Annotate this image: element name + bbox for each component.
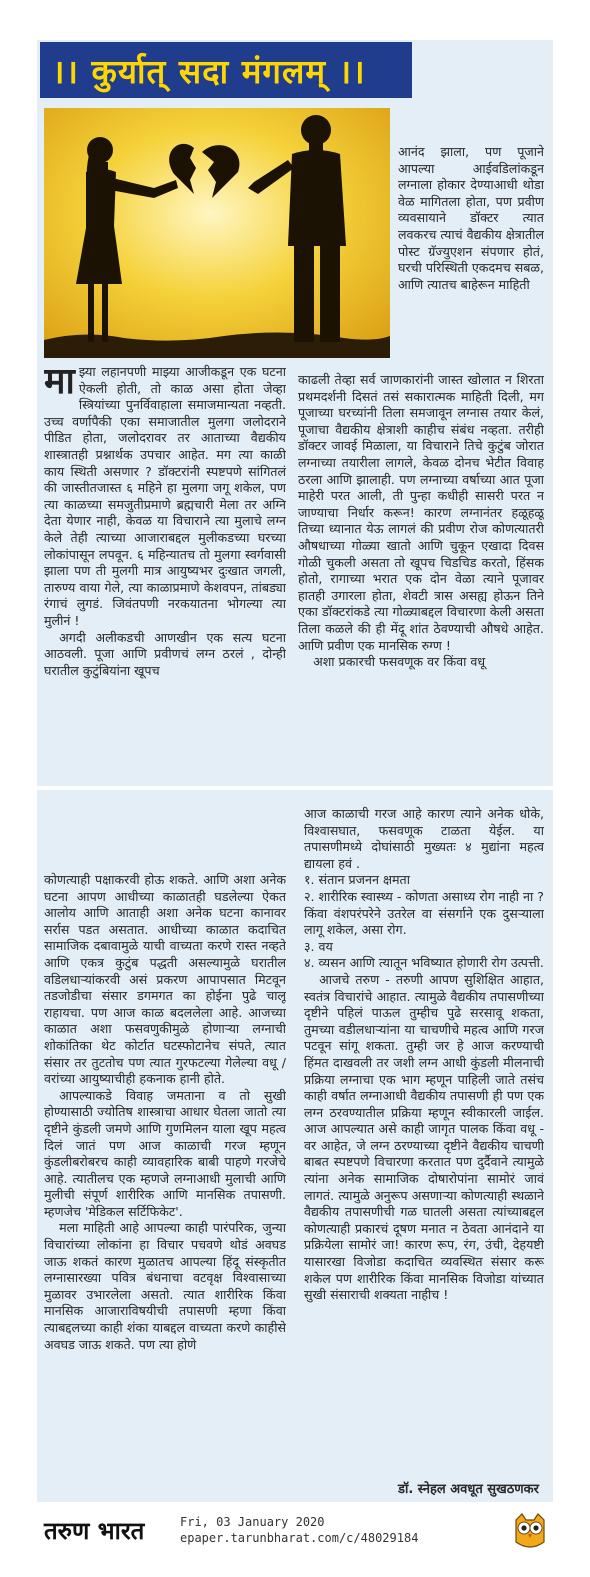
owl-icon [512, 1512, 548, 1550]
footer-info [180, 1514, 418, 1546]
couple-silhouette-illustration [44, 108, 390, 358]
article-paragraph: कोणत्याही पक्षाकरवी होऊ शकते. आणि अशा अनेक घटना आपण आधीच्या काळातही घडलेल्या ऐकत आलोय आणि आताही अशा अनेक घटना कानावर सर्रास पडत असतात. आधीच्या काळात कदाचित सामाजिक दबावामुळे याची वाच्यता करणे रास्त नव्हते आणि एकत्र कुटुंब पद्धती असल्यामुळे घरातील वडिलधाऱ्यांकरवी असं प्रकरण आपापसात मिटवून तडजोडीचा संसार डगमगत का होईना पुढे चालू राहायचा. पण आज काळ बदललेला आहे. आजच्या काळात अशा फसवणुकीमुळे होणाऱ्या लग्नाची शोकांतिका थेट कोर्टात घटस्फोटानेच संपते, त्यात संसार तर तुटतोच पण त्यात गुरफटल्या गेलेल्या वधू /वरांच्या आयुष्याचीही हकनाक हानी होते. [44, 872, 286, 1087]
article-column-right-bottom [304, 806, 544, 1476]
publication-date: Fri, 03 January 2020 [180, 1515, 325, 1529]
article-title: ।। कुर्यात् सदा मंगलम् ।। [40, 42, 412, 98]
article-paragraph: मला माहिती आहे आपल्या काही पारंपरिक, जुन्या विचारांच्या लोकांना हा विचार पचवणे थोडं अवघड जाऊ शकतं कारण मुळातच आपल्या हिंदू संस्कृतीत लग्नासारख्या पवित्र बंधनाचा वटवृक्ष विश्वासाच्या मुळावर उभारलेला असतो. त्यात शारीरिक किंवा मानसिक आजाराविषयीची तपासणी म्हणा किंवा त्याबद्दलच्या काही शंका याबद्दल वाच्यता करणे काहीसे अवघड जाऊ शकते. पण त्या होणे [44, 1220, 286, 1352]
article-paragraph: आनंद झाला, पण पूजाने आपल्या आईवडिलांकडून लग्नाला होकार देण्याआधी थोडा वेळ मागितला होता, पण प्रवीण व्यवसायाने डॉक्टर त्यात लवकरच त्याचं वैद्यकीय क्षेत्रातील पोस्ट ग्रॅज्युएशन संपणार होतं, घरची परिस्थिती एकदमच सबळ, आणि त्यातच बाहेरून माहिती [398, 144, 544, 292]
article-paragraph: आज काळाची गरज आहे कारण त्याने अनेक धोके, विश्वासघात, फसवणूक टाळता येईल. या तपासणीमध्ये दोघांसाठी मुख्यतः ४ मुद्यांना महत्व द्यायला हवं . [304, 806, 544, 871]
article-paragraph: आजचे तरुण - तरुणी आपण सुशिक्षित आहात, स्वतंत्र विचारांचे आहात. त्यामुळे वैद्यकीय तपासणीच्या दृष्टीने पहिलं पाऊल तुम्हीच पुढे सरसावू शकता, तुमच्या वडीलधाऱ्यांना या चाचणीचे महत्व आणि गरज पटवून सांगू शकता. तुम्ही जर हे आज करण्याची हिंमत दाखवली तर जशी लग्न आधी कुंडली मीलनाची प्रक्रिया लग्नाचा एक भाग म्हणून पाहिली जाते तसंच काही वर्षात लग्नाआधी वैद्यकीय तपासणी ही पण एक लग्न ठरवण्यातील प्रक्रिया म्हणून स्वीकारली जाईल. आज आपल्यात असे काही जागृत पालक किंवा वधू - वर आहेत, जे लग्न ठरण्याच्या दृष्टीने वैद्यकीय चाचणी बाबत स्पष्टपणे विचारणा करतात पण दुर्दैवाने त्यामुळे त्यांना अनेक सामाजिक दोषारोपांना सामोरं जावं लागतं. त्यामुळे अनुरूप असणाऱ्या कोणत्याही स्थळाने वैद्यकीय तपासणीची गळ घातली असता त्यांच्याबद्दल कोणत्याही प्रकारचं दूषण मनात न ठेवता आनंदाने या प्रक्रियेला सामोरं जा! कारण रूप, रंग, उंची, देहयष्टी यासारखा विजोडा कदाचित व्यवस्थित संसार करू शकेल पण शारीरिक किंवा मानसिक विजोडा यांच्यात सुखी संसाराची शक्यता नाहीच ! [304, 971, 544, 1303]
article-photo [44, 108, 390, 358]
article-column-left-top [44, 364, 286, 768]
article-paragraph: काढली तेव्हा सर्व जाणकारांनी जास्त खोलात न शिरता प्रथमदर्शनी दिसतं तसं सकारात्मक माहिती दिली, मग पूजाच्या घरच्यांनी तिला समजावून लग्नास तयार केलं, पूजाचा वैद्यकीय क्षेत्राशी काहीच संबंध नव्हता. तरीही डॉक्टर जावई मिळाला, या विचाराने तिचे कुटुंब जोरात लग्नाच्या तयारीला लागले, केवळ दोनच भेटीत विवाह ठरला आणि झालाही. पण लग्नाच्या वर्षाच्या आत पूजा माहेरी परत आली, ती पुन्हा कधीही सासरी परत न जाण्याचा निर्धार करून! कारण लग्नानंतर हळूहळू तिच्या ध्यानात येऊ लागलं की प्रवीण रोज कोणत्यातरी औषधाच्या गोळ्या खातो आणि चुकून एखादा दिवस गोळी चुकली असता तो खूपच चिडचिड करतो, हिंसक होतो, रागाच्या भरात एक दोन वेळा त्याने पूजावर हातही उगारला होता, शेवटी त्रास असह्य होऊन तिने एका डॉक्टरांकडे त्या गोळ्याबद्दल विचारणा केली असता तिला कळले की ही मेंदू शांत ठेवण्याची औषधे आहेत. आणि प्रवीण एक मानसिक रुग्ण ! [298, 372, 544, 653]
article-column-right-narrow [398, 144, 544, 370]
newspaper-logo: तरुण भारत [44, 1517, 145, 1545]
article-column-left-bottom [44, 872, 286, 1484]
article-paragraph: अशा प्रकारची फसवणूक वर किंवा वधू [313, 654, 486, 670]
article-column-right-top [298, 372, 544, 772]
epaper-url[interactable]: epaper.tarunbharat.com/c/48029184 [180, 1531, 419, 1545]
dropcap: मा [44, 364, 75, 402]
list-item: २. शारीरिक स्वास्थ्य - कोणता असाध्य रोग नाही ना ? किंवा वंशपरंपरेने उतरेल वा संसर्गाने एक दुसऱ्याला लागू शकेल, असा रोग. [304, 888, 544, 938]
article-paragraph: अगदी अलीकडची आणखीन एक सत्य घटना आठवली. पूजा आणि प्रवीणचं लग्न ठरलं , दोन्ही घरातील कुटुंबियांना खूपच [44, 629, 286, 678]
author-signature: डॉ. स्नेहल अवधूत सुखठणकर [398, 1482, 539, 1497]
list-item: १. संतान प्रजनन क्षमता [304, 872, 410, 888]
article-paragraph: आपल्याकडे विवाह जमताना व तो सुखी होण्यासाठी ज्योतिष शास्त्राचा आधार घेतला जातो त्या दृष्टीने कुंडली जमणे आणि गुणमिलन याला खूप महत्व दिलं जातं पण आज काळाची गरज म्हणून कुंडलीबरोबरच काही व्यावहारिक बाबी पाहणे गरजेचे आहे. त्यातीलच एक म्हणजे लग्नाआधी मुलाची आणि मुलीची संपूर्ण शारीरिक आणि मानसिक तपासणी. म्हणजेच 'मेडिकल सर्टिफिकेट'. [44, 1087, 286, 1219]
list-item: ४. व्यसन आणि त्यातून भविष्यात होणारी रोग उत्पत्ती. [304, 955, 544, 971]
list-item: ३. वय [304, 938, 333, 954]
article-paragraph: झ्या लहानपणी माझ्या आजीकडून एक घटना ऐकली होती, तो काळ असा होता जेव्हा स्त्रियांच्या पुनर्विवाहाला समाजमान्यता नव्हती. उच्च वर्णापैकी एका समाजातील मुलगा जलोदराने पीडित होता, जलोदरावर तर आताच्या वैद्यकीय शास्त्रातही प्रश्नार्थक उपचार आहेत. मग त्या काळी काय स्थिती असणार ? डॉक्टरांनी स्पष्टपणे सांगितलं की जास्तीतजास्त ६ महिने हा मुलगा जगू शकेल, पण त्या काळच्या समजुतीप्रमाणे ब्रह्मचारी मेला तर अग्नि देता येणार नाही, केवळ या विचाराने त्या मुलाचे लग्न केले तेही त्याच्या आजाराबद्दल मुलीकडच्या घरच्या लोकांपासून लपवून. ६ महिन्यातच तो मुलगा स्वर्गवासी झाला पण ती मुलगी मात्र आयुष्यभर दुःखात जगली, तारुण्य वाया गेले, त्या काळाप्रमाणे केशवपन, तांबड्या रंगाचं लुगडं. जिवंतपणी नरकयातना भोगल्या त्या मुलीनं ! [44, 364, 286, 628]
